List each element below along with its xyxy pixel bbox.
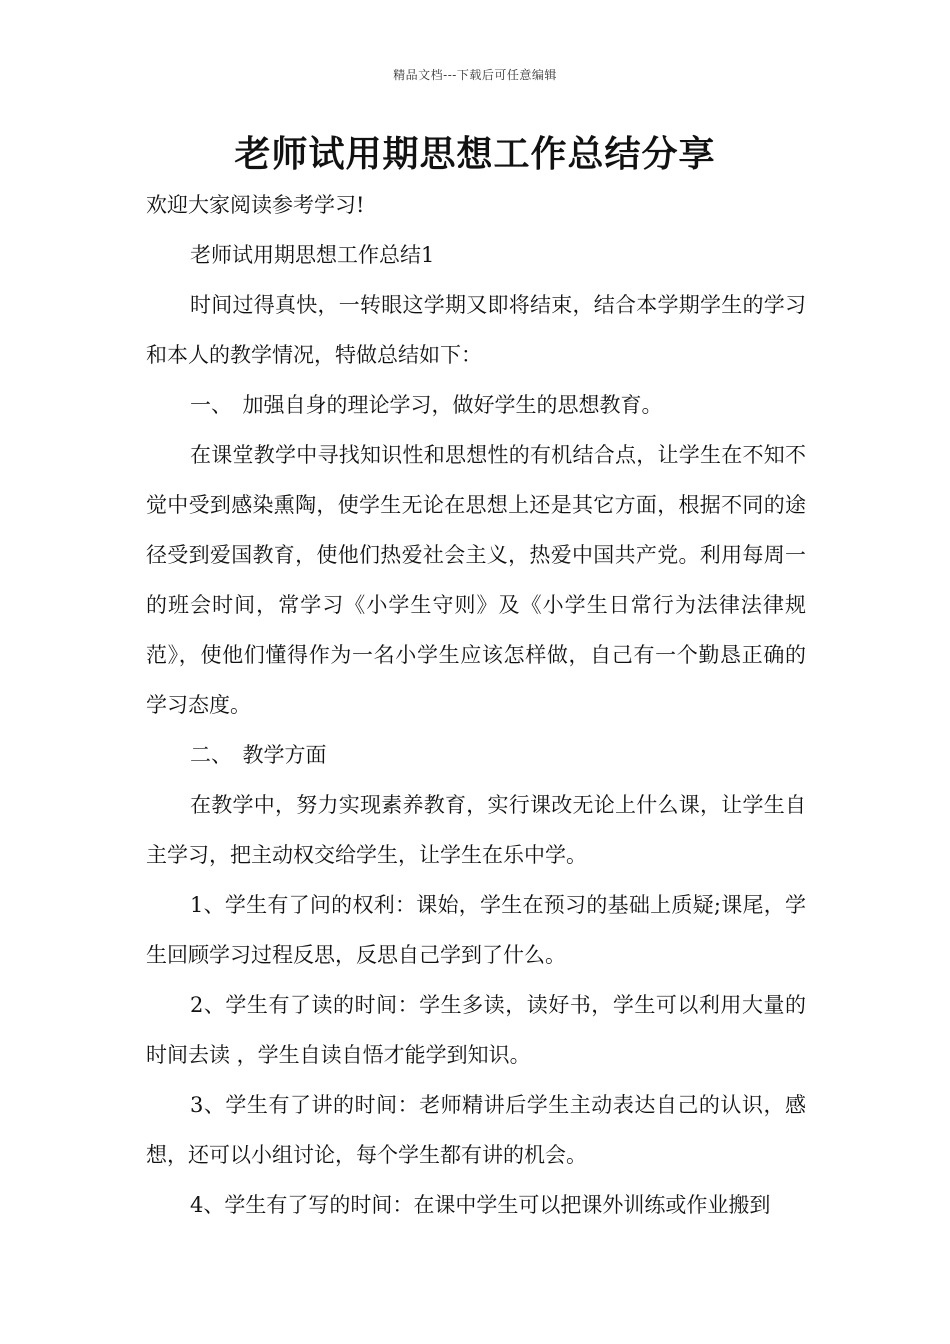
paragraph: 在课堂教学中寻找知识性和思想性的有机结合点，让学生在不知不觉中受到感染熏陶，使学生无论在思想上还是其它方面，根据不同的途径受到爱国教育，使他们热爱社会主义，热爱中国共产党。利用每周一的班会时间，常学习《小学生守则》及《小学生日常行为法律法律规范》，使他们懂得作为一名小学生应该怎样做，自己有一个勤恳正确的学习态度。 — [146, 443, 806, 717]
paragraph: 在教学中，努力实现素养教育，实行课改无论上什么课，让学生自主学习，把主动权交给学生，让学生在乐中学。 — [146, 793, 806, 867]
list-item: 2、学生有了读的时间：学生多读，读好书，学生可以利用大量的时间去读 ，学生自读自悟才能学到知识。 — [146, 993, 806, 1067]
section-heading: 老师试用期思想工作总结1 — [190, 243, 435, 267]
document-title: 老师试用期思想工作总结分享 — [234, 134, 716, 175]
section-heading: 一、 加强自身的理论学习，做好学生的思想教育。 — [190, 393, 663, 417]
paragraph: 欢迎大家阅读参考学习! — [146, 193, 365, 217]
list-item: 4、学生有了写的时间：在课中学生可以把课外训练或作业搬到 — [190, 1193, 771, 1217]
section-heading: 二、 教学方面 — [190, 743, 327, 767]
header-note: 精品文档---下载后可任意编辑 — [393, 68, 557, 82]
document-body — [146, 180, 806, 1230]
list-item: 1、学生有了问的权利：课始，学生在预习的基础上质疑;课尾，学生回顾学习过程反思，反思自己学到了什么。 — [146, 893, 806, 967]
paragraph: 时间过得真快，一转眼这学期又即将结束，结合本学期学生的学习和本人的教学情况，特做总结如下： — [146, 293, 806, 367]
list-item: 3、学生有了讲的时间：老师精讲后学生主动表达自己的认识，感想，还可以小组讨论，每个学生都有讲的机会。 — [146, 1093, 806, 1167]
